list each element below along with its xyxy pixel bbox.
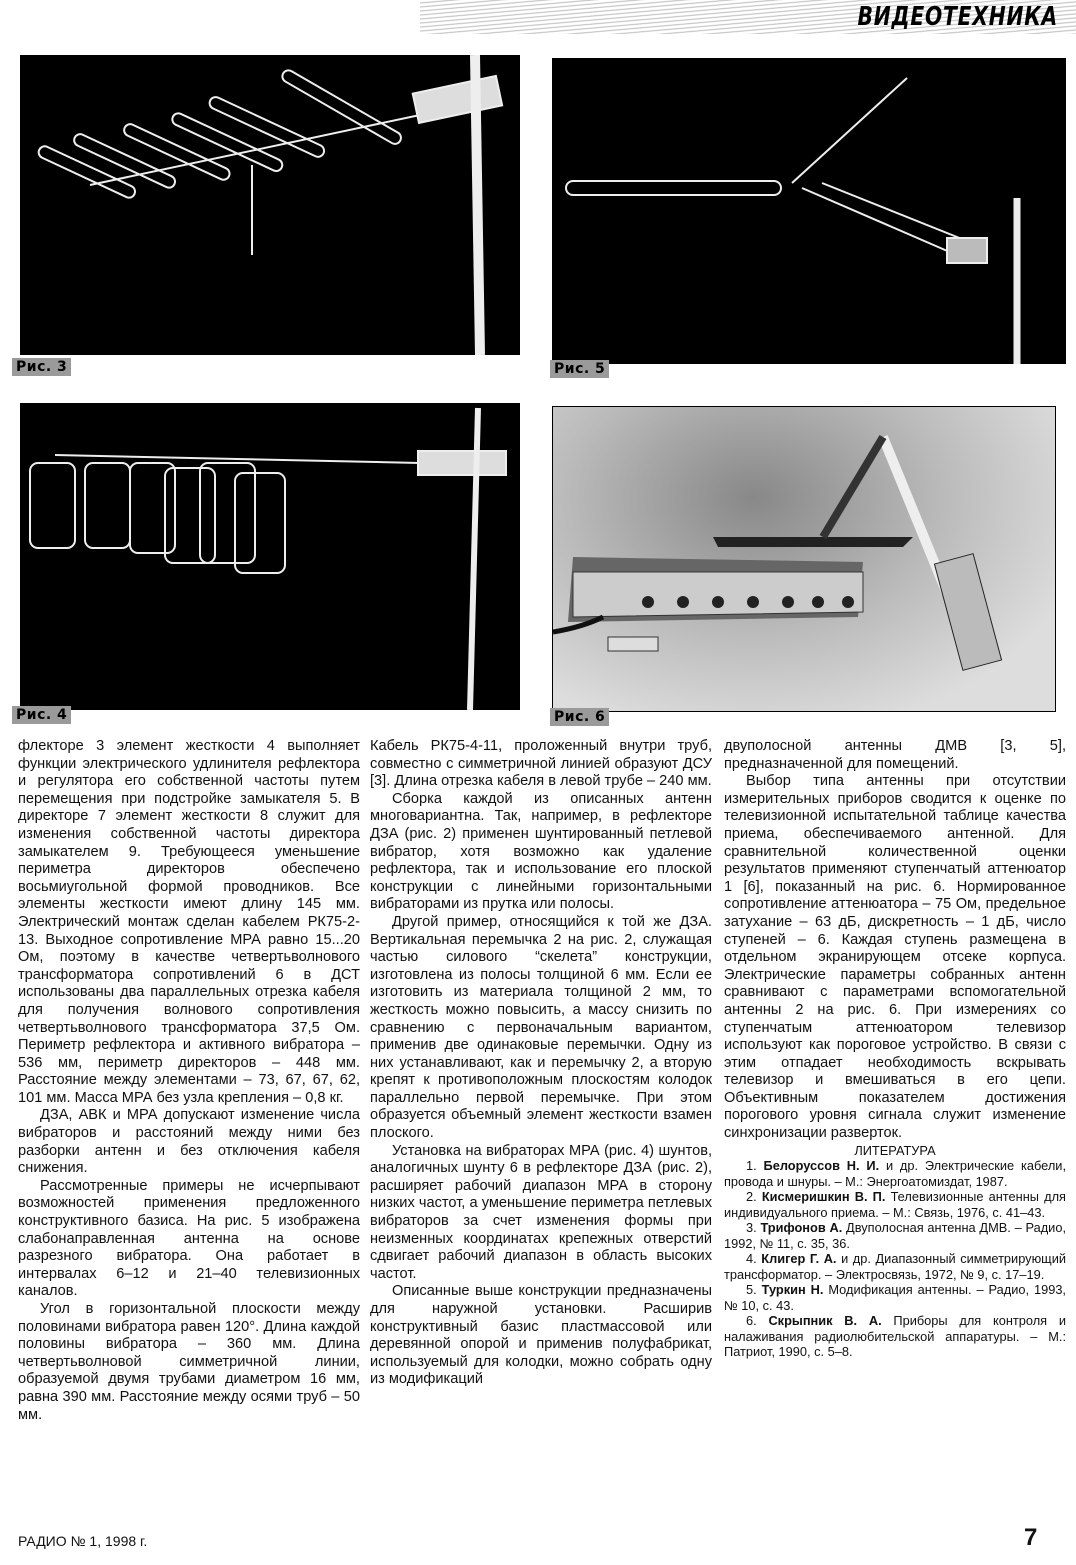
reference-number: 1.	[746, 1158, 757, 1174]
figure-5-caption: Рис. 5	[550, 360, 609, 378]
reference-text: Приборы для контроля и налаживания радиолюбительской аппаратуры. – М.: Патриот, 1990, с. 5–8.	[724, 1313, 1066, 1360]
reference-author: Белоруссов Н. И.	[763, 1158, 880, 1174]
figure-5-photo	[552, 58, 1066, 364]
reference-item	[724, 1282, 1066, 1313]
paragraph: Угол в горизонтальной плоскости между половинами вибратора равен 120°. Длина каждой половины вибратора – 360 мм. Длина четвертьволновой симметричной линии, образуемой двумя трубами диаметром 16 мм, равна 390 мм. Расстояние между осями труб – 50 мм.	[18, 1301, 360, 1423]
reference-item	[724, 1313, 1066, 1360]
figure-4-photo	[20, 403, 520, 710]
reference-number: 3.	[746, 1220, 757, 1236]
reference-text: и др. Электрические кабели, провода и шнуры. – М.: Энергоатомиздат, 1987.	[724, 1158, 1066, 1189]
reference-text: Двуполосная антенна ДМВ. – Радио, 1992, № 11, с. 35, 36.	[724, 1220, 1067, 1251]
text-column-right	[724, 738, 1066, 1360]
reference-number: 5.	[746, 1282, 757, 1298]
paragraph: Установка на вибраторах МРА (рис. 4) шунтов, аналогичных шунту 6 в рефлекторе ДЗА (рис. 2), расширяет рабочий диапазон МРА в сторону низких частот, а уменьшение периметра петлевых вибраторов за счет изменения формы при неизменных координатах крепежных отверстий сдвигает рабочий диапазон в область высоких частот.	[370, 1142, 712, 1282]
text-column-left	[18, 738, 360, 1424]
literature-title: ЛИТЕРАТУРА	[854, 1142, 936, 1158]
reference-author: Кисмеришкин В. П.	[761, 1189, 886, 1205]
paragraph: Другой пример, относящийся к той же ДЗА. Вертикальная перемычка 2 на рис. 2, служащая частью силового “скелета” конструкции, изготовлена из полосы толщиной 6 мм. Если ее изготовить из материала толщиной 2 мм, то жесткость можно повысить, а массу снизить по сравнению с первоначальным вариантом, применив две одинаковые перемычки. Одну из них устанавливают, как и перемычку 2, а вторую крепят к противоположным плоскостям колодок параллельно первой перемычке. При этом образуется объемный элемент жесткости взамен плоского.	[370, 913, 712, 1142]
reference-item	[724, 1220, 1066, 1251]
paragraph: ДЗА, АВК и МРА допускают изменение числа вибраторов и расстояний между ними без разборки антенн и без отключения кабеля снижения.	[18, 1107, 360, 1177]
paragraph: двуполосной антенны ДМВ [3, 5], предназначенной для помещений.	[724, 738, 1066, 772]
multiloop-antenna-illustration	[20, 403, 520, 710]
figure-6-caption: Рис. 6	[550, 708, 609, 726]
reference-number: 4.	[746, 1251, 757, 1267]
figure-4-caption: Рис. 4	[12, 706, 71, 724]
reference-item	[724, 1251, 1066, 1282]
figure-6-photo	[552, 406, 1056, 712]
page-number: 7	[1024, 1524, 1038, 1551]
reference-number: 6.	[746, 1313, 757, 1329]
reference-item	[724, 1158, 1066, 1189]
reference-author: Клигер Г. А.	[761, 1251, 837, 1267]
figure-3-caption: Рис. 3	[12, 358, 71, 376]
reference-author: Скрыпник В. А.	[768, 1313, 882, 1329]
journal-issue: РАДИО № 1, 1998 г.	[18, 1533, 148, 1549]
split-dipole-antenna-illustration	[552, 58, 1066, 364]
reference-item	[724, 1189, 1066, 1220]
reference-author: Туркин Н.	[761, 1282, 824, 1298]
paragraph: Кабель РК75-4-11, проложенный внутри труб, совместно с симметричной линией образуют ДСУ [3]. Длина отрезка кабеля в левой трубе – 240 мм.	[370, 738, 712, 790]
reference-number: 2.	[746, 1189, 757, 1205]
reference-text: и др. Диапазонный симметрирующий трансформатор. – Электросвязь, 1972, № 9, с. 17–19.	[724, 1251, 1066, 1282]
literature-section	[724, 1143, 1066, 1360]
paragraph: Сборка каждой из описанных антенн многовариантна. Так, например, в рефлекторе ДЗА (рис. 2) применен шунтированный петлевой вибратор, хотя возможно как удаление рефлектора, так и использование его плоской конструкции с линейными горизонтальными вибраторами из прутка или полосы.	[370, 790, 712, 913]
attenuator-and-antenna-illustration	[553, 407, 1055, 711]
paragraph: флекторе 3 элемент жесткости 4 выполняет функции электрического удлинителя рефлектора и регулятора его собственной частоты путем перемещения при подстройке замыкателя 5. В директоре 7 элемент жесткости 8 служит для изменения собственной частоты директора замыкателем 9. Требующееся уменьшение периметра директоров обеспечено восьмиугольной формой проводников. Все элементы жесткости имеют длину 145 мм. Электрический монтаж сделан кабелем РК75-2-13. Выходное сопротивление МРА равно 15...20 Ом, поэтому в качестве четвертьволнового трансформатора сопротивлений 6 в ДСТ использованы два параллельных отрезка кабеля для получения волнового сопротивления четвертьволнового трансформатора 37,5 Ом. Периметр рефлектора и активного вибратора – 536 мм, периметр директоров – 448 мм. Расстояние между элементами – 73, 67, 67, 62, 101 мм. Масса МРА без узла крепления – 0,8 кг.	[18, 738, 360, 1106]
reference-author: Трифонов А.	[760, 1220, 843, 1236]
paragraph: Выбор типа антенны при отсутствии измерительных приборов сводится к оценке по телевизионной испытательной таблице качества приема, обеспечиваемого антенной. Для сравнительной количественной оценки результатов применяют ступенчатый аттенюатор 1 [6], показанный на рис. 6. Нормированное сопротивление аттенюатора – 75 Ом, предельное затухание – 63 дБ, дискретность – 1 дБ, число ступеней – 6. Каждая ступень размещена в отдельном экранирующем отсеке корпуса. Электрические параметры собранных антенн сравнивают с параметрами вспомогательной антенны 2 на рис. 6. При измерениях со ступенчатым аттенюатором телевизор используют как пороговое устройство. В связи с этим отпадает необходимость вскрывать телевизор и вмешиваться в его цепи. Объективным показателем достижения порогового уровня сигнала служит изменение синхронизации разверток.	[724, 773, 1066, 1142]
header-band	[420, 0, 1076, 34]
text-column-middle	[370, 738, 712, 1389]
reference-text: Модификация антенны. – Радио, 1993, № 10, с. 43.	[724, 1282, 1066, 1313]
paragraph: Описанные выше конструкции предназначены для наружной установки. Расширив конструктивный базис пластмассовой или деревянной опорой и применив полуфабрикат, используемый для колодки, можно собрать одну из модификаций	[370, 1283, 712, 1388]
yagi-antenna-illustration	[20, 55, 520, 355]
paragraph: Рассмотренные примеры не исчерпывают возможностей применения предложенного конструктивного базиса. На рис. 5 изображена слабонаправленная антенна на основе разрезного вибратора. Она работает в интервалах 6–12 и 21–40 телевизионных каналов.	[18, 1177, 360, 1300]
section-title: ВИДЕОТЕХНИКА	[857, 2, 1058, 32]
figure-3-photo	[20, 55, 520, 355]
reference-text: Телевизионные антенны для индивидуального приема. – М.: Связь, 1976, с. 41–43.	[724, 1189, 1066, 1220]
